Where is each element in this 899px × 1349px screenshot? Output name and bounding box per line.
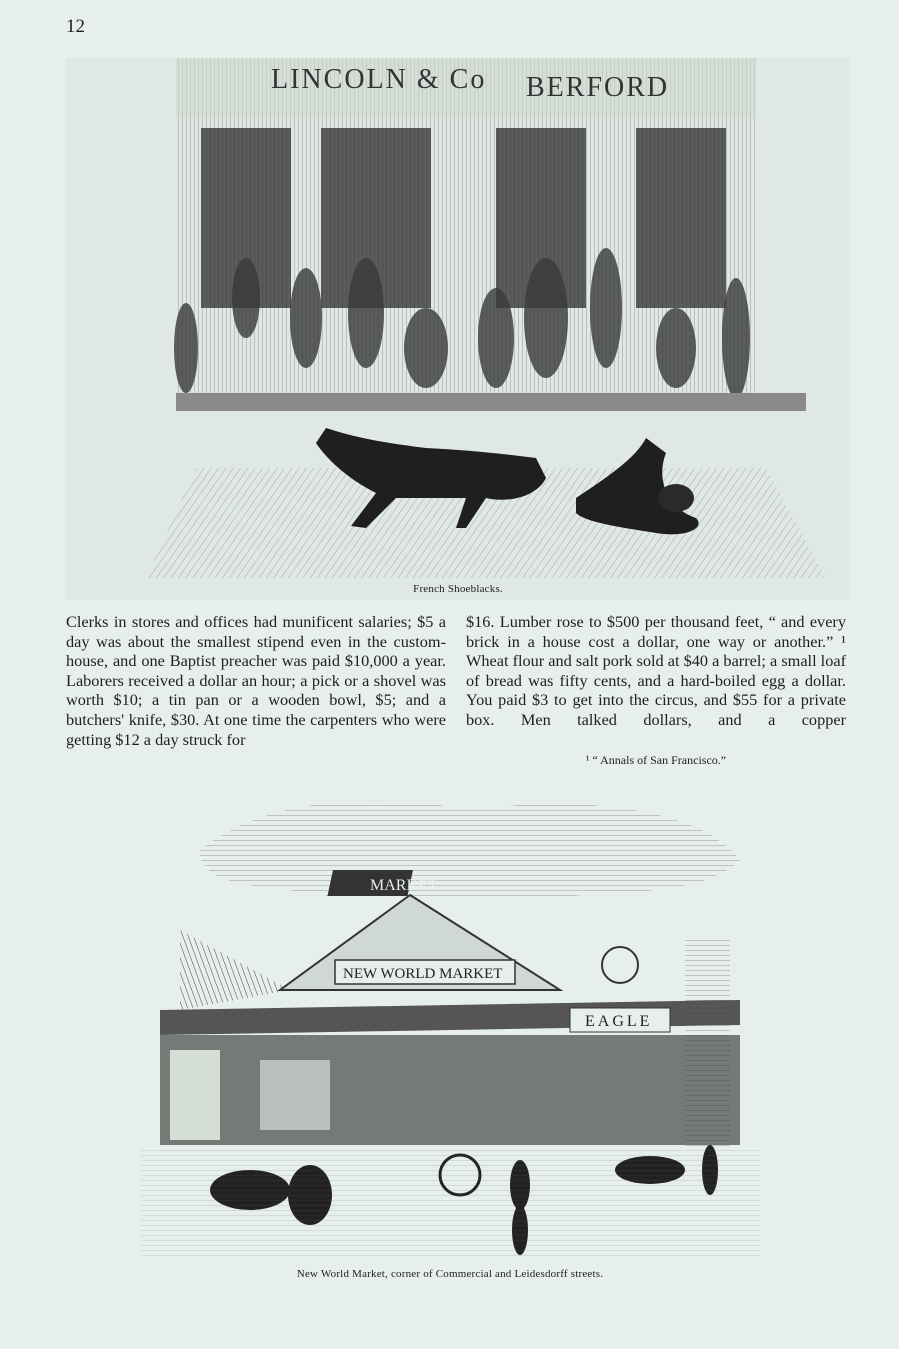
- sign-lincoln: LINCOLN & Co: [271, 64, 487, 95]
- page-number: 12: [66, 16, 85, 37]
- engraving-market-scene: [140, 790, 760, 1260]
- text-column-left: [66, 612, 446, 749]
- illustration-new-world-market: [140, 790, 760, 1260]
- text-column-right: [466, 612, 846, 730]
- engraving-street-scene: [66, 58, 850, 600]
- paragraph-right: $16. Lumber rose to $500 per thousand feet, “ and every brick in a house cost a dollar, one way or another.” ¹ Wheat flour and salt pork sold at $40 a barrel; a small loaf of bread was fifty cents, and a hard-boiled egg a dollar. You paid $3 to get into the circus, and $55 for a private box. Men talked dollars, and a copper: [466, 612, 846, 729]
- sign-berford: BERFORD: [526, 72, 670, 103]
- caption-french-shoeblacks: French Shoeblacks.: [413, 583, 503, 595]
- sign-new-world-market: NEW WORLD MARKET: [343, 966, 503, 982]
- sign-market-roof: MARKET: [370, 877, 438, 894]
- footnote: ¹ “ Annals of San Francisco.”: [585, 753, 727, 767]
- caption-new-world-market: New World Market, corner of Commercial and Leidesdorff streets.: [296, 1268, 604, 1280]
- sign-eagle: EAGLE: [585, 1013, 653, 1030]
- illustration-french-shoeblacks: [66, 58, 850, 600]
- paragraph-left: Clerks in stores and offices had munificent salaries; $5 a day was about the smallest stipend even in the custom-house, and one Baptist preacher was paid $10,000 a year. Laborers received a dollar an hour; a pick or a shovel was worth $10; a tin pan or a wooden bowl, $5; and a butchers' knife, $30. At one time the carpenters who were getting $12 a day struck for: [66, 612, 446, 749]
